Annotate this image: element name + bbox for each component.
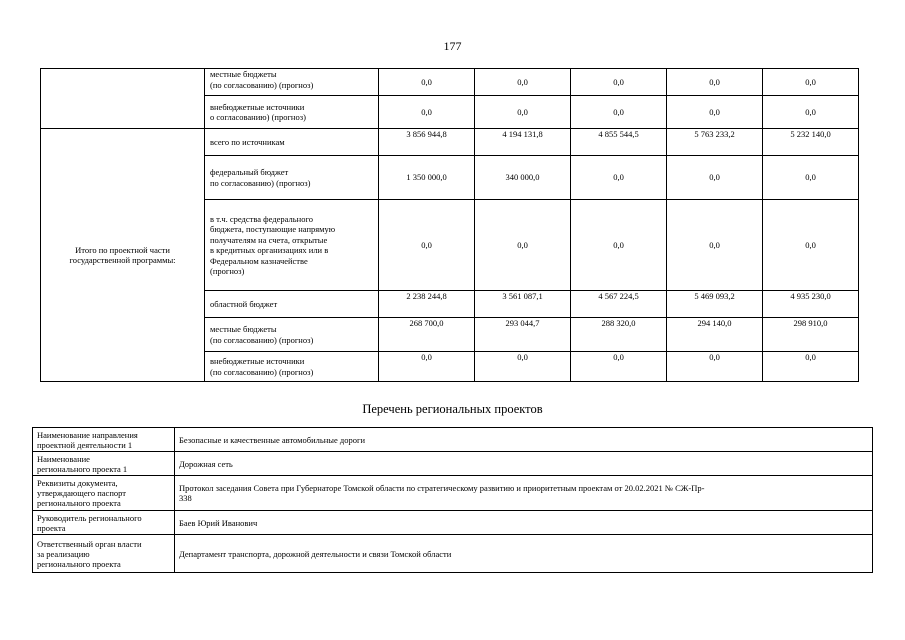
- value-cell: 0,0: [379, 96, 475, 129]
- value-cell: 0,0: [571, 156, 667, 200]
- table-row: [33, 428, 873, 452]
- value-cell: 0,0: [763, 200, 859, 291]
- value-cell: 5 763 233,2: [667, 129, 763, 156]
- table-row: [33, 511, 873, 535]
- value-cell: 5 232 140,0: [763, 129, 859, 156]
- value-cell: 0,0: [571, 200, 667, 291]
- empty-group-cell: [41, 69, 205, 129]
- value-cell: 0,0: [667, 69, 763, 96]
- section-title: Перечень региональных проектов: [362, 402, 543, 416]
- value-cell: 0,0: [379, 200, 475, 291]
- field-value: Департамент транспорта, дорожной деятельности и связи Томской области: [175, 535, 873, 573]
- field-value: Дорожная сеть: [175, 452, 873, 476]
- value-cell: 0,0: [571, 96, 667, 129]
- value-cell: 0,0: [667, 156, 763, 200]
- value-cell: 3 561 087,1: [475, 291, 571, 318]
- value-cell: 0,0: [763, 156, 859, 200]
- value-cell: 298 910,0: [763, 318, 859, 352]
- field-value: Безопасные и качественные автомобильные дороги: [175, 428, 873, 452]
- value-cell: 0,0: [475, 96, 571, 129]
- field-label: Наименование направления проектной деятельности 1: [33, 428, 175, 452]
- row-label: всего по источникам: [205, 129, 379, 156]
- group-label: Итого по проектной части государственной программы:: [41, 129, 205, 382]
- value-cell: 4 855 544,5: [571, 129, 667, 156]
- row-label: федеральный бюджет по согласованию) (прогноз): [205, 156, 379, 200]
- value-cell: 0,0: [379, 352, 475, 382]
- page-number: 177: [443, 39, 462, 53]
- value-cell: 4 935 230,0: [763, 291, 859, 318]
- budget-table: [40, 68, 859, 382]
- value-cell: 294 140,0: [667, 318, 763, 352]
- field-value: Баев Юрий Иванович: [175, 511, 873, 535]
- field-label: Реквизиты документа, утверждающего паспорт регионального проекта: [33, 476, 175, 511]
- row-label: внебюджетные источники (по согласованию) (прогноз): [205, 352, 379, 382]
- field-label: Наименование регионального проекта 1: [33, 452, 175, 476]
- table-row: [33, 476, 873, 511]
- value-cell: 0,0: [667, 96, 763, 129]
- regional-projects-table: [32, 427, 873, 573]
- value-cell: 1 350 000,0: [379, 156, 475, 200]
- row-label: внебюджетные источники о согласованию) (прогноз): [205, 96, 379, 129]
- value-cell: 0,0: [763, 352, 859, 382]
- table-row: [41, 129, 859, 156]
- value-cell: 0,0: [667, 200, 763, 291]
- table-row: [41, 69, 859, 96]
- value-cell: 0,0: [667, 352, 763, 382]
- value-cell: 4 567 224,5: [571, 291, 667, 318]
- table-row: [33, 452, 873, 476]
- value-cell: 268 700,0: [379, 318, 475, 352]
- value-cell: 0,0: [379, 69, 475, 96]
- value-cell: 340 000,0: [475, 156, 571, 200]
- field-label: Ответственный орган власти за реализацию регионального проекта: [33, 535, 175, 573]
- value-cell: 0,0: [475, 352, 571, 382]
- row-label: местные бюджеты (по согласованию) (прогноз): [205, 318, 379, 352]
- value-cell: 0,0: [571, 352, 667, 382]
- value-cell: 0,0: [475, 69, 571, 96]
- row-label: в т.ч. средства федерального бюджета, поступающие напрямую получателям на счета, открытые в кредитных организациях или в Федеральном казначействе (прогноз): [205, 200, 379, 291]
- value-cell: 0,0: [763, 69, 859, 96]
- value-cell: 293 044,7: [475, 318, 571, 352]
- value-cell: 4 194 131,8: [475, 129, 571, 156]
- value-cell: 0,0: [571, 69, 667, 96]
- field-value: Протокол заседания Совета при Губернаторе Томской области по стратегическому развитию и приоритетным проектам от 20.02.2021 № СЖ-Пр- 338: [175, 476, 873, 511]
- value-cell: 5 469 093,2: [667, 291, 763, 318]
- value-cell: 288 320,0: [571, 318, 667, 352]
- row-label: местные бюджеты (по согласованию) (прогноз): [205, 69, 379, 96]
- value-cell: 0,0: [475, 200, 571, 291]
- value-cell: 3 856 944,8: [379, 129, 475, 156]
- value-cell: 0,0: [763, 96, 859, 129]
- table-row: [33, 535, 873, 573]
- row-label: областной бюджет: [205, 291, 379, 318]
- value-cell: 2 238 244,8: [379, 291, 475, 318]
- field-label: Руководитель регионального проекта: [33, 511, 175, 535]
